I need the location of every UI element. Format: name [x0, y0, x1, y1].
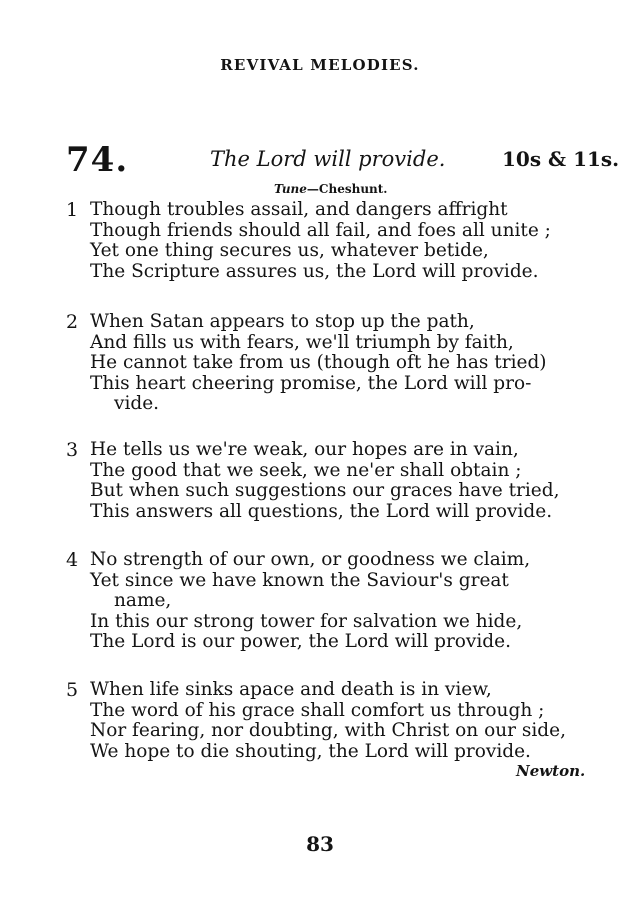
- running-head: REVIVAL MELODIES.: [220, 56, 420, 74]
- verse-number: 1: [66, 199, 79, 221]
- tune-line: [274, 182, 387, 196]
- verse-line: The word of his grace shall comfort us through ;: [90, 699, 545, 721]
- verse-line: Yet one thing secures us, whatever betide,: [90, 240, 489, 261]
- hymn-meter: 10s & 11s.: [502, 147, 620, 171]
- verse-number: 3: [66, 439, 79, 461]
- verse-line: This heart cheering promise, the Lord will pro-: [90, 372, 532, 394]
- verse-line: Yet since we have known the Saviour's great: [90, 569, 509, 591]
- attribution: Newton.: [516, 762, 586, 780]
- verse-line: The Lord is our power, the Lord will provide.: [90, 631, 511, 652]
- verse-line: When Satan appears to stop up the path,: [90, 311, 475, 332]
- verse-line: He cannot take from us (though oft he has tried): [90, 352, 547, 373]
- verse-line: Nor fearing, nor doubting, with Christ on our side,: [90, 720, 566, 741]
- verse-line: No strength of our own, or goodness we claim,: [90, 549, 531, 570]
- tune-label: Tune: [274, 182, 307, 196]
- verse-line: He tells us we're weak, our hopes are in vain,: [90, 439, 519, 460]
- verse-number: 4: [66, 549, 79, 571]
- page-number: 83: [306, 832, 334, 856]
- verse-line: Though troubles assail, and dangers affright: [90, 199, 508, 220]
- verse-line: The good that we seek, we ne'er shall obtain ;: [90, 459, 522, 481]
- hymn-title: The Lord will provide.: [210, 147, 446, 171]
- verse-line: But when such suggestions our graces have tried,: [90, 480, 560, 501]
- hymn-number: 74.: [66, 140, 129, 180]
- verse-line: In this our strong tower for salvation we hide,: [90, 610, 523, 632]
- verse-number: 2: [66, 311, 79, 333]
- verse-line: vide.: [114, 393, 160, 414]
- verse-line: The Scripture assures us, the Lord will provide.: [90, 260, 539, 282]
- verse-line: Though friends should all fail, and foes all unite ;: [90, 219, 551, 241]
- verse-line: This answers all questions, the Lord will provide.: [90, 500, 553, 522]
- verse-number: 5: [66, 679, 79, 701]
- verse-line: When life sinks apace and death is in view,: [90, 679, 492, 700]
- tune-name: —Cheshunt.: [306, 182, 388, 196]
- verse-line: And fills us with fears, we'll triumph by faith,: [90, 331, 514, 353]
- verse-line: We hope to die shouting, the Lord will provide.: [90, 740, 531, 762]
- verse-line: name,: [114, 590, 172, 611]
